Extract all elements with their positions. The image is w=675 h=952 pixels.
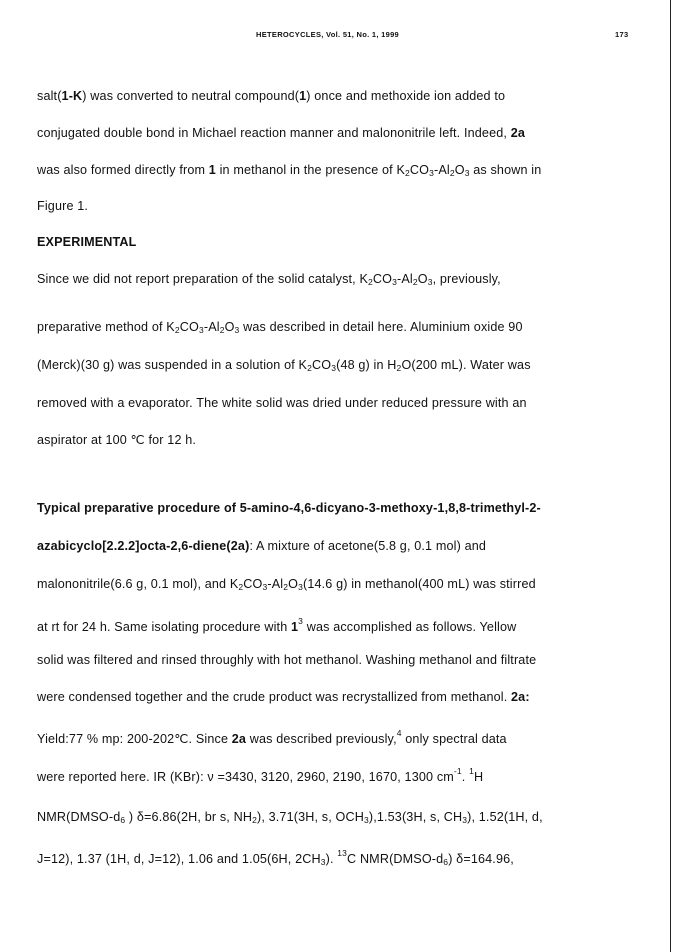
- body-line: Since we did not report preparation of the solid catalyst, $K_2CO_3-Al_2O_3$, previously,: [37, 272, 501, 287]
- running-header: [0, 30, 675, 44]
- section-heading-experimental: EXPERIMENTAL: [37, 235, 137, 249]
- body-line: Figure 1.: [37, 199, 89, 213]
- page-right-edge-line: [670, 0, 671, 952]
- body-line: malononitrile(6.6 g, 0.1 mol), and $K_2CO_3-Al_2O_3(14.6$ g) in methanol(400 mL) was stirred: [37, 577, 536, 592]
- body-line: aspirator at 100 ℃ for 12 h.: [37, 433, 197, 447]
- body-line: conjugated double bond in Michael reaction manner and malononitrile left. Indeed, 2a: [37, 126, 525, 140]
- body-line: was also formed directly from 1 in methanol in the presence of $K_2CO_3-Al_2O_3$ as shown in: [37, 163, 542, 178]
- body-line: solid was filtered and rinsed throughly with hot methanol. Washing methanol and filtrate: [37, 653, 537, 667]
- body-line: were reported here. IR (KBr): ν =3430, 3120, 2960, 2190, 1670, 1300 $cm^{-1}$. $^1$H: [37, 766, 484, 784]
- body-line: were condensed together and the crude product was recrystallized from methanol. 2a:: [37, 690, 530, 704]
- page-number: 173: [615, 30, 629, 39]
- body-line: at rt for 24 h. Same isolating procedure with $1^3$ was accomplished as follows. Yellow: [37, 616, 517, 634]
- body-line: J=12), 1.37 (1H, d, J=12), 1.06 and 1.05(6H, $2CH_3$). $^{13}$C $NMR(DMSO-d_6)$ δ=164.96,: [37, 848, 514, 867]
- procedure-title-line: Typical preparative procedure of 5-amino-4,6-dicyano-3-methoxy-1,8,8-trimethyl-2-: [37, 501, 541, 515]
- body-line: Yield:77 % mp: 200-202℃. Since 2a was described previously,$^4$ only spectral data: [37, 728, 507, 746]
- running-title: HETEROCYCLES, Vol. 51, No. 1, 1999: [256, 30, 400, 39]
- body-line: (Merck)(30 g) was suspended in a solution of $K_2CO_3(48$ g) in $H_2O(200$ mL). Water was: [37, 358, 531, 373]
- body-line: removed with a evaporator. The white solid was dried under reduced pressure with an: [37, 396, 527, 410]
- body-line: $NMR(DMSO-d_6$ ) δ=6.86(2H, br s, $NH_2$), 3.71(3H, s, $OCH_3),1.53(3H$, s, $CH_3$), 1.52(1H, d,: [37, 810, 543, 825]
- body-line: azabicyclo[2.2.2]octa-2,6-diene(2a): A mixture of acetone(5.8 g, 0.1 mol) and: [37, 539, 487, 553]
- body-line: preparative method of $K_2CO_3-Al_2O_3$ was described in detail here. Aluminium oxide 90: [37, 320, 523, 335]
- body-line: salt(1-K) was converted to neutral compound(1) once and methoxide ion added to: [37, 89, 506, 103]
